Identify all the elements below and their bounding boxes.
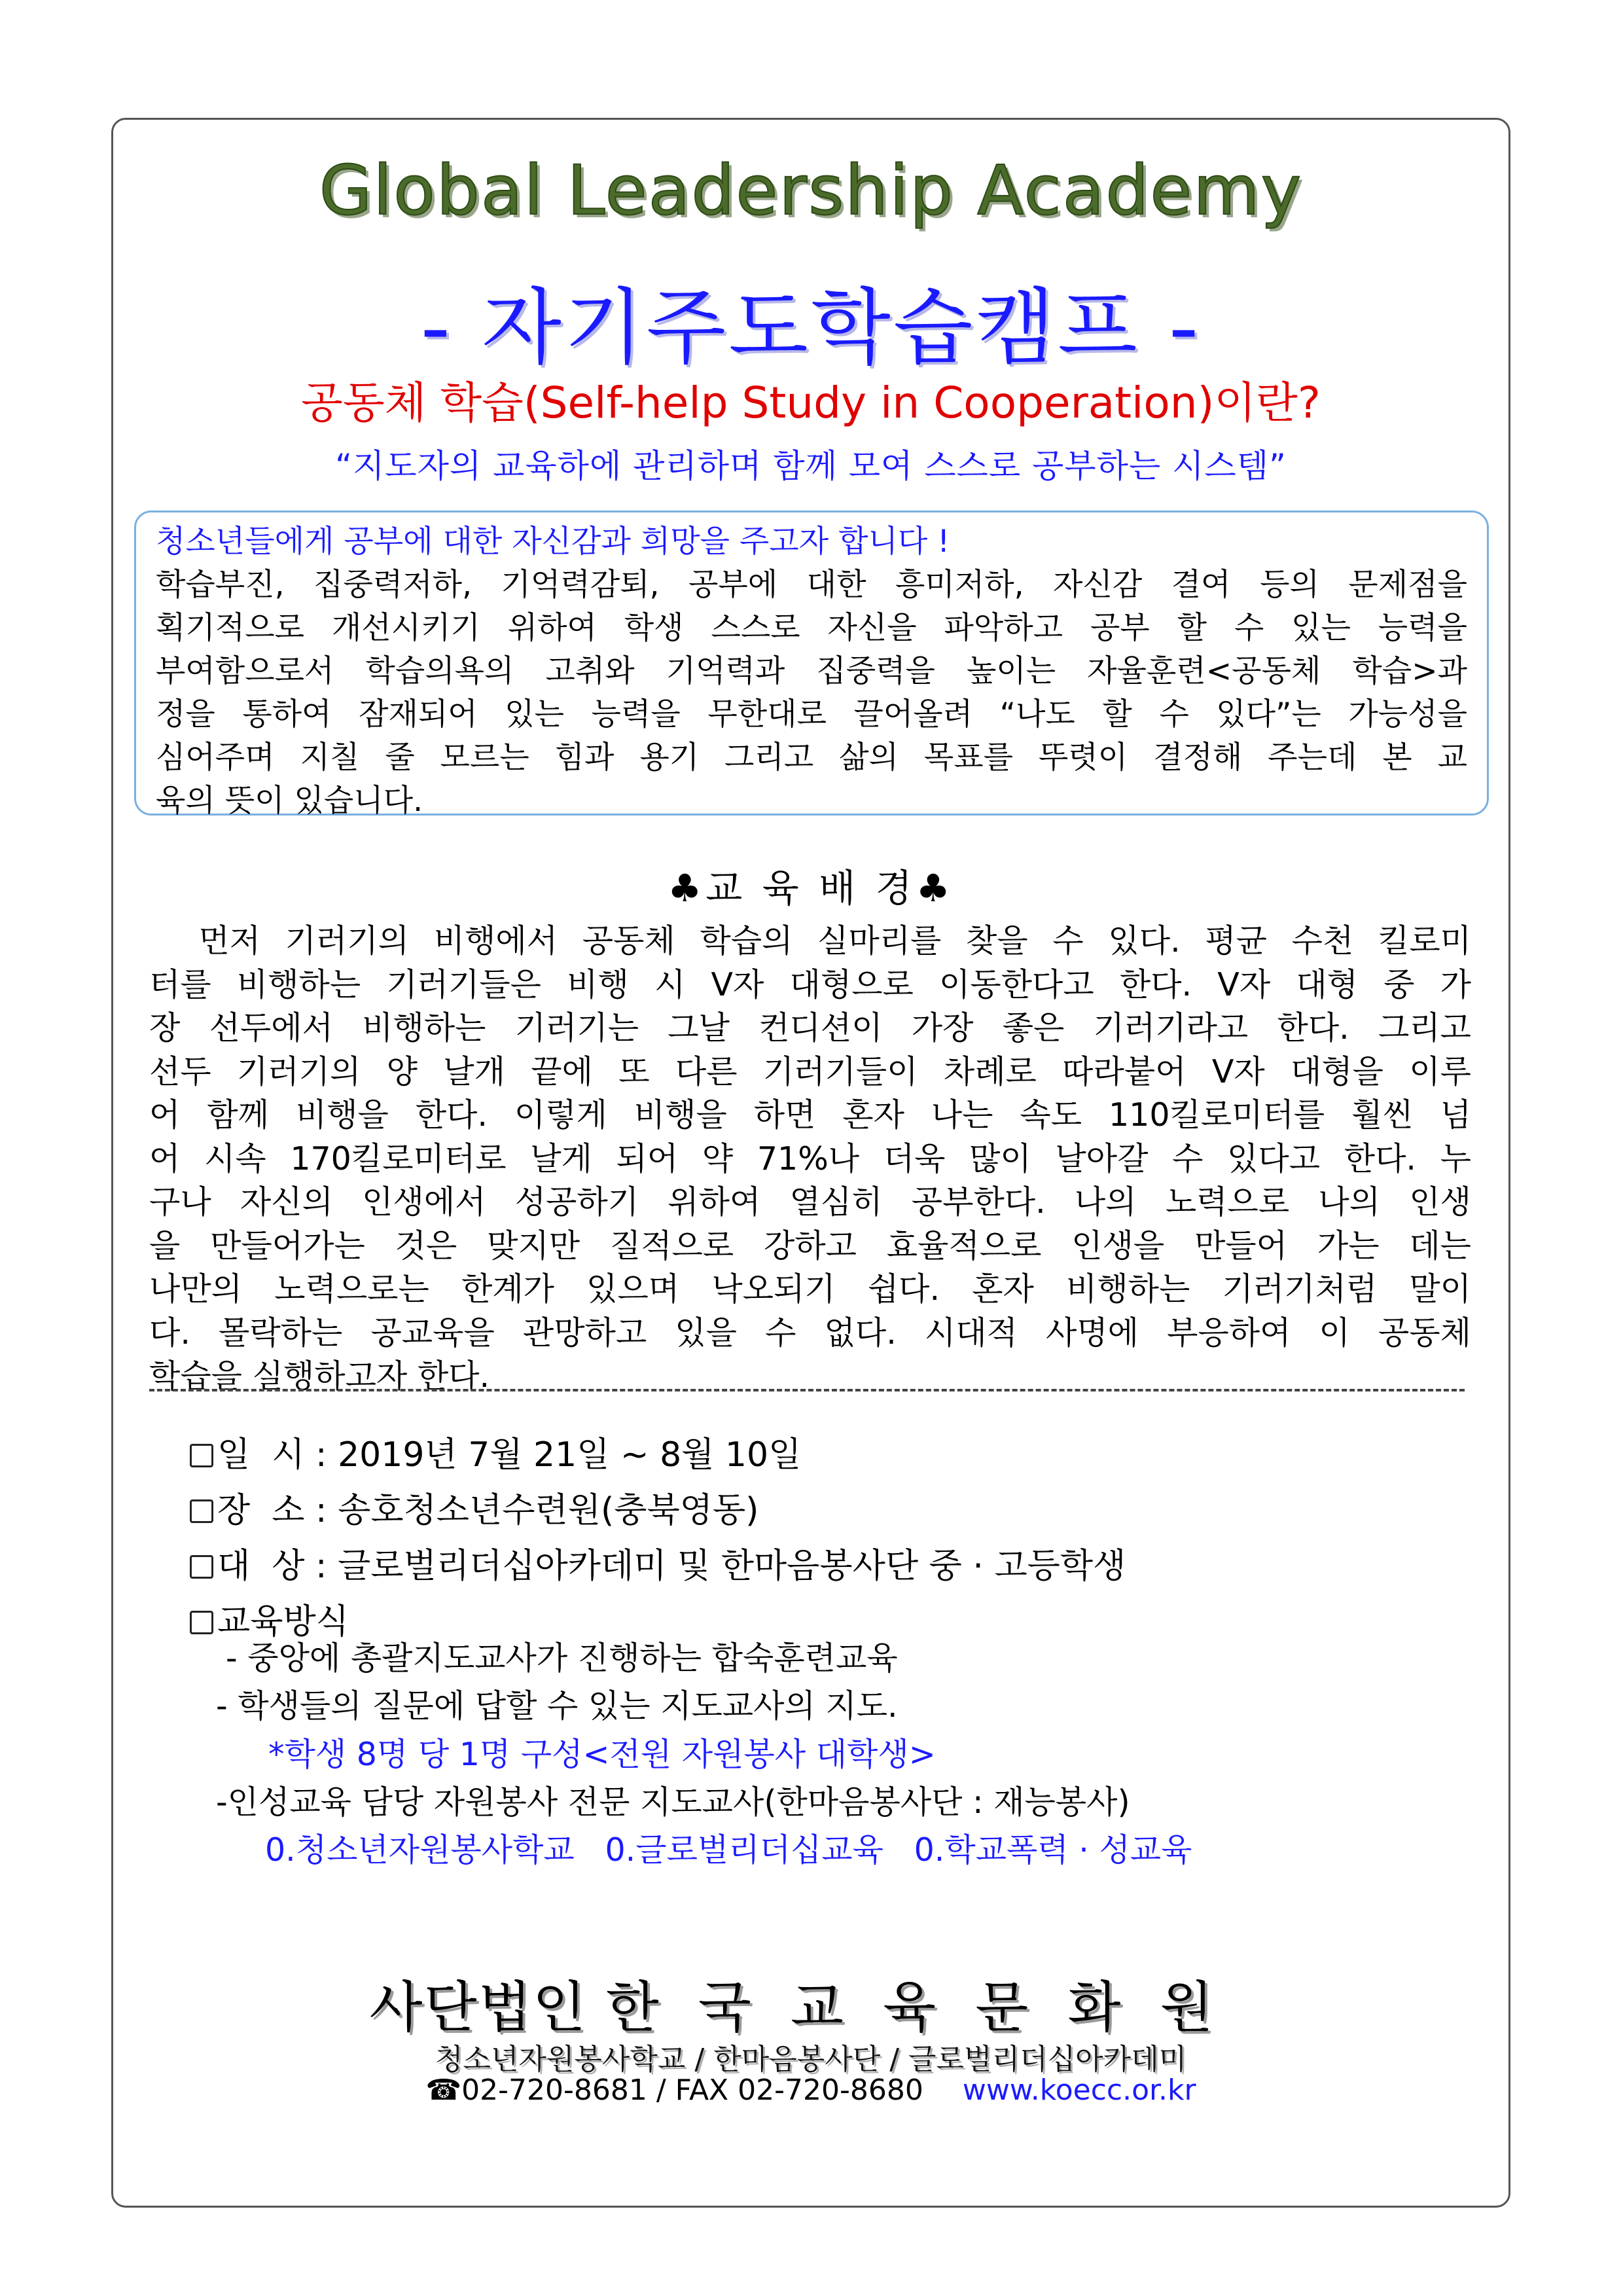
- contact-info: [111, 2073, 1510, 2107]
- organization-name: 사단법인 한국교육문화원: [369, 1975, 1253, 2039]
- program-list: 0.청소년자원봉사학교 0.글로벌리더십교육 0.학교폭력 · 성교육: [265, 1831, 1192, 1869]
- info-date: 일 시 : 2019년 7월 21일 ~ 8월 10일: [190, 1427, 801, 1476]
- body-line: 다. 몰락하는 공교육을 관망하고 있을 수 없다. 시대적 사명에 부응하여 이 공동체: [149, 1314, 1471, 1352]
- title-korean: - 자기주도학습캠프 -: [420, 279, 1202, 376]
- method-note: *학생 8명 당 1명 구성<전원 자원봉사 대학생>: [268, 1736, 936, 1773]
- website-link[interactable]: www.koecc.or.kr: [962, 2073, 1196, 2107]
- info-place: 장 소 : 송호청소년수련원(충북영동): [190, 1482, 758, 1532]
- body-line: 구나 자신의 인생에서 성공하기 위하여 열심히 공부한다. 나의 노력으로 나의 인생: [149, 1183, 1471, 1221]
- method-item: - 학생들의 질문에 답할 수 있는 지도교사의 지도.: [216, 1687, 898, 1725]
- background-text: [149, 920, 1471, 1399]
- intro-line: 정을 통하여 잠재되어 있는 능력을 무한대로 끌어올려 “나도 할 수 있다”는 가능성을: [156, 696, 1467, 732]
- intro-box: [134, 511, 1489, 819]
- body-line: 먼저 기러기의 비행에서 공동체 학습의 실마리를 찾을 수 있다. 평균 수천 킬로미: [149, 922, 1471, 960]
- body-line: 을 만들어가는 것은 맞지만 질적으로 강하고 효율적으로 인생을 만들어 가는 데는: [149, 1227, 1471, 1265]
- info-method: 교육방식: [190, 1594, 349, 1643]
- body-line: 터를 비행하는 기러기들은 비행 시 V자 대형으로 이동한다고 한다. V자 대형 중 가: [149, 965, 1471, 1003]
- title-english: Global Leadership Academy: [319, 151, 1303, 230]
- intro-line: 청소년들에게 공부에 대한 자신감과 희망을 주고자 합니다 !: [156, 524, 950, 560]
- body-line: 나만의 노력으로는 한계가 있으며 낙오되기 쉽다. 혼자 비행하는 기러기처럼 말이: [149, 1270, 1471, 1308]
- body-line: 선두 기러기의 양 날개 끝에 또 다른 기러기들이 차례로 따라붙어 V자 대형을 이루: [149, 1052, 1471, 1090]
- method-item: - 중앙에 총괄지도교사가 진행하는 합숙훈련교육: [226, 1640, 898, 1677]
- affiliates: 청소년자원봉사학교 / 한마음봉사단 / 글로벌리더십아카데미: [435, 2043, 1187, 2076]
- body-line: 어 함께 비행을 한다. 이렇게 비행을 하면 혼자 나는 속도 110킬로미터를 훨씬 넘: [149, 1096, 1471, 1134]
- section-heading: ♣교 육 배 경♣: [668, 866, 954, 910]
- checkbox-icon: [190, 1611, 213, 1634]
- phone-fax: ☎02-720-8681 / FAX 02-720-8680: [425, 2073, 923, 2107]
- intro-line: 학습부진, 집중력저하, 기억력감퇴, 공부에 대한 흥미저하, 자신감 결여 등의 문제점을: [156, 567, 1467, 603]
- body-line: 장 선두에서 비행하는 기러기는 그날 컨디션이 가장 좋은 기러기라고 한다. 그리고: [149, 1009, 1471, 1047]
- intro-line: 획기적으로 개선시키기 위하여 학생 스스로 자신을 파악하고 공부 할 수 있는 능력을: [156, 610, 1467, 646]
- quote: “지도자의 교육하에 관리하며 함께 모여 스스로 공부하는 시스템”: [335, 447, 1287, 485]
- checkbox-icon: [190, 1555, 213, 1579]
- body-line: 어 시속 170킬로미터로 날게 되어 약 71%나 더욱 많이 날아갈 수 있다고 한다. 누: [149, 1139, 1471, 1177]
- dashed-divider: [149, 1389, 1465, 1391]
- body-line: 학습을 실행하고자 한다.: [149, 1357, 490, 1395]
- intro-line: 심어주며 지칠 줄 모르는 힘과 용기 그리고 삶의 목표를 뚜렷이 결정해 주는데 본 교: [156, 740, 1467, 776]
- method-item: -인성교육 담당 자원봉사 전문 지도교사(한마음봉사단 : 재능봉사): [216, 1784, 1130, 1821]
- intro-line: 부여함으로서 학습의욕의 고취와 기억력과 집중력을 높이는 자율훈련<공동체 학습>과: [156, 653, 1467, 689]
- checkbox-icon: [190, 1499, 213, 1523]
- checkbox-icon: [190, 1444, 213, 1467]
- subtitle: 공동체 학습(Self-help Study in Cooperation)이란?: [301, 378, 1321, 428]
- info-target: 대 상 : 글로벌리더십아카데미 및 한마음봉사단 중 · 고등학생: [190, 1538, 1126, 1587]
- intro-line: 육의 뜻이 있습니다.: [156, 783, 423, 819]
